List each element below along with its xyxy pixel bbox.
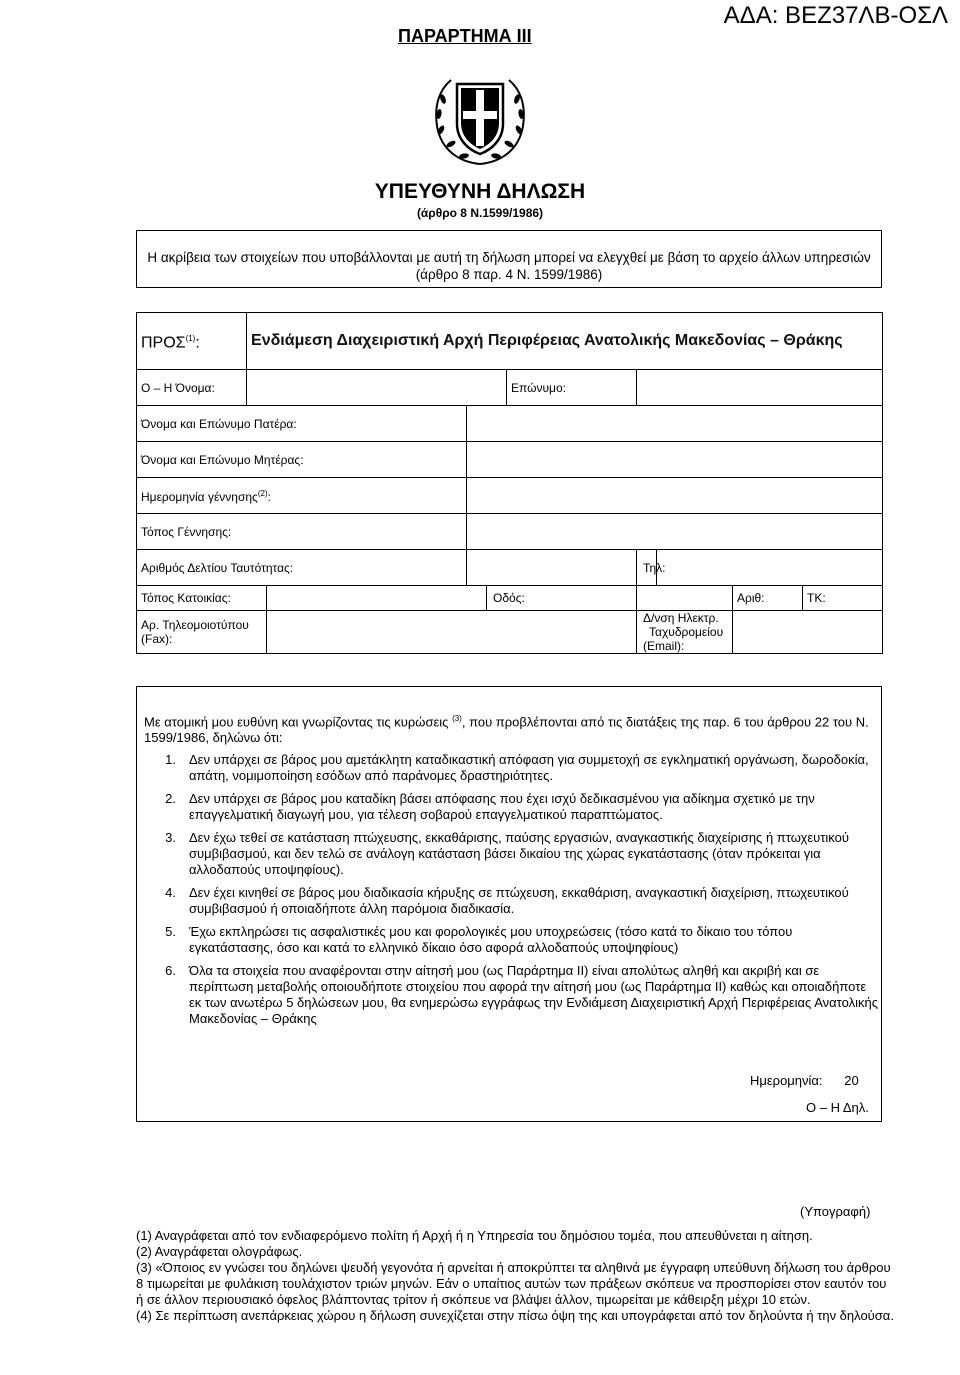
footnote: (2) Αναγράφεται ολογράφως. [136,1244,303,1259]
declaration-item: 6. Όλα τα στοιχεία που αναφέρονται στην αίτησή μου (ως Παράρτημα ΙΙ) είναι απολύτως αληθή και ακριβή και σε περίπτωση μεταβολής οποιουδήποτε στοιχείου που αφορά την αίτησή μου (ως Παράρτημα ΙΙ) καθώς και οποιαδήποτε εκ των ανωτέρω 5 δηλώσεων μου, θα ενημερώσω εγγράφως την Ενδιάμεση Διαχειριστική Αρχή Περιφέρειας Ανατολικής Μακεδονίας – Θράκης [165,963,878,1026]
number-label: Αριθ: [733,586,803,611]
surname-label: Επώνυμο: [507,370,637,406]
declarant-label: Ο – Η Δηλ. [806,1100,869,1115]
date-value: 20 [844,1073,859,1088]
postcode-label: ΤΚ: [803,586,883,611]
mother-name-field[interactable] [467,442,883,478]
signature-label: (Υπογραφή) [800,1204,871,1219]
father-name-field[interactable] [467,406,883,442]
document-title: ΥΠΕΥΘΥΝΗ ΔΗΛΩΣΗ [374,180,586,203]
date-line [750,1073,859,1088]
residence-label: Τόπος Κατοικίας: [137,586,267,611]
email-label-cell [637,611,733,654]
intro-note: Η ακρίβεια των στοιχείων που υποβάλλονται με αυτή τη δήλωση μπορεί να ελεγχθεί με βάση το αρχείο άλλων υπηρεσιών (άρθρο 8 παρ. 4 Ν. 1599/1986) [136,230,882,288]
fax-label: Αρ. Τηλεομοιοτύπου (Fax): [137,611,267,654]
street-label: Οδός: [487,586,637,611]
id-card-label: Αριθμός Δελτίου Ταυτότητας: [137,550,467,586]
phone-field[interactable] [657,550,883,586]
annex-title: ΠΑΡΑΡΤΗΜΑ ΙΙΙ [398,26,532,46]
email-label-line-1: Δ/νση Ηλεκτρ. [643,611,719,625]
email-label-line-3: (Email): [643,639,685,653]
declaration-item: 4. Δεν έχει κινηθεί σε βάρος μου διαδικασία κήρυξης σε πτώχευση, εκκαθάριση, αναγκαστική διαχείριση, πτωχευτικού συμβιβασμού ή οποιαδήποτε άλλη παρόμοια διαδικασία. [165,885,849,916]
father-name-label: Όνομα και Επώνυμο Πατέρα: [137,406,467,442]
email-label-line-2: Ταχυδρομείου [649,625,724,639]
birthplace-label: Τόπος Γέννησης: [137,514,467,550]
birthdate-label-cell: Ημερομηνία γέννησης$^{(2)}$: [137,478,467,514]
to-label-cell: ΠΡΟΣ$^{(1)}$: [137,313,247,370]
declaration-item: 1. Δεν υπάρχει σε βάρος μου αμετάκλητη καταδικαστική απόφαση για συμμετοχή σε εγκληματική οργάνωση, δωροδοκία, απάτη, νομιμοποίηση εσόδων από παράνομες δραστηριότητες. [165,752,869,783]
document-subtitle: (άρθρο 8 Ν.1599/1986) [416,206,544,220]
declaration-intro: Με ατομική μου ευθύνη και γνωρίζοντας τις κυρώσεις $^{(3)}$, που προβλέπονται από τις διατάξεις της παρ. 6 του άρθρου 22 του Ν. 1599/1986, δηλώνω ότι: [144,714,869,746]
footnote: (1) Αναγράφεται από τον ενδιαφερόμενο πολίτη ή Αρχή ή η Υπηρεσία του δημόσιου τομέα, που απευθύνεται η αίτηση. [136,1228,813,1243]
ada-code: ΑΔΑ: ΒΕΖ37ΛΒ-ΟΣΛ [723,2,948,29]
footnotes [136,1228,896,1324]
declaration-item: 2. Δεν υπάρχει σε βάρος μου καταδίκη βάσει απόφασης που έχει ισχύ δεδικασμένου για αδίκημα σχετικό με την επαγγελματική διαγωγή μου, για τέλεση σοβαρού επαγγελματικού παραπτώματος. [165,791,815,822]
id-card-field[interactable] [467,550,637,586]
birthplace-field[interactable] [467,514,883,550]
footnote: (4) Σε περίπτωση ανεπάρκειας χώρου η δήλωση συνεχίζεται στην πίσω όψη της και υπογράφεται από τον δηλούντα ή την δηλούσα. [136,1308,894,1323]
name-label: Ο – Η Όνομα: [137,370,247,406]
footnote: (3) «Όποιος εν γνώσει του δηλώνει ψευδή γεγονότα ή αρνείται ή αποκρύπτει τα αληθινά με έγγραφη υπεύθυνη δήλωση του άρθρου 8 τιμωρείται με φυλάκιση τουλάχιστον τριών μηνών. Εάν ο υπαίτιος αυτών των πράξεων σκόπευε να προσπορίσει στον εαυτόν του ή σε άλλον περιουσιακό όφελος βλάπτοντας τρίτον ή σκόπευε να βλάψει άλλον, τιμωρείται με κάθειρξη μέχρι 10 ετών. [136,1260,891,1307]
to-recipient-value: Ενδιάμεση Διαχειριστική Αρχή Περιφέρειας Ανατολικής Μακεδονίας – Θράκης [247,313,883,370]
phone-label: Τηλ: [637,550,657,586]
declaration-item: 3. Δεν έχω τεθεί σε κατάσταση πτώχευσης, εκκαθάρισης, παύσης εργασιών, αναγκαστικής διαχείρισης ή πτωχευτικού συμβιβασμού, και δεν τελώ σε ανάλογη κατάσταση βάσει δικαίου της χώρας εγκατάστασης (όταν πρόκειται για αλλοδαπούς υποψηφίους). [165,830,849,877]
greek-coat-of-arms-icon [429,66,531,174]
declarant-details-table [136,312,883,654]
declaration-list [150,752,880,1034]
birthdate-field[interactable] [467,478,883,514]
residence-field[interactable] [267,586,487,611]
email-field[interactable] [733,611,883,654]
declaration-item: 5. Έχω εκπληρώσει τις ασφαλιστικές μου και φορολογικές μου υποχρεώσεις (τόσο κατά το δίκαιο του τόπου εγκατάστασης, όσο και κατά το ελληνικό δίκαιο όσο αφορά αλλοδαπούς υποψηφίους) [165,924,793,955]
surname-field[interactable] [637,370,883,406]
mother-name-label: Όνομα και Επώνυμο Μητέρας: [137,442,467,478]
name-field[interactable] [247,370,507,406]
date-label: Ημερομηνία: [750,1073,823,1088]
street-field[interactable] [637,586,733,611]
fax-field[interactable] [267,611,637,654]
